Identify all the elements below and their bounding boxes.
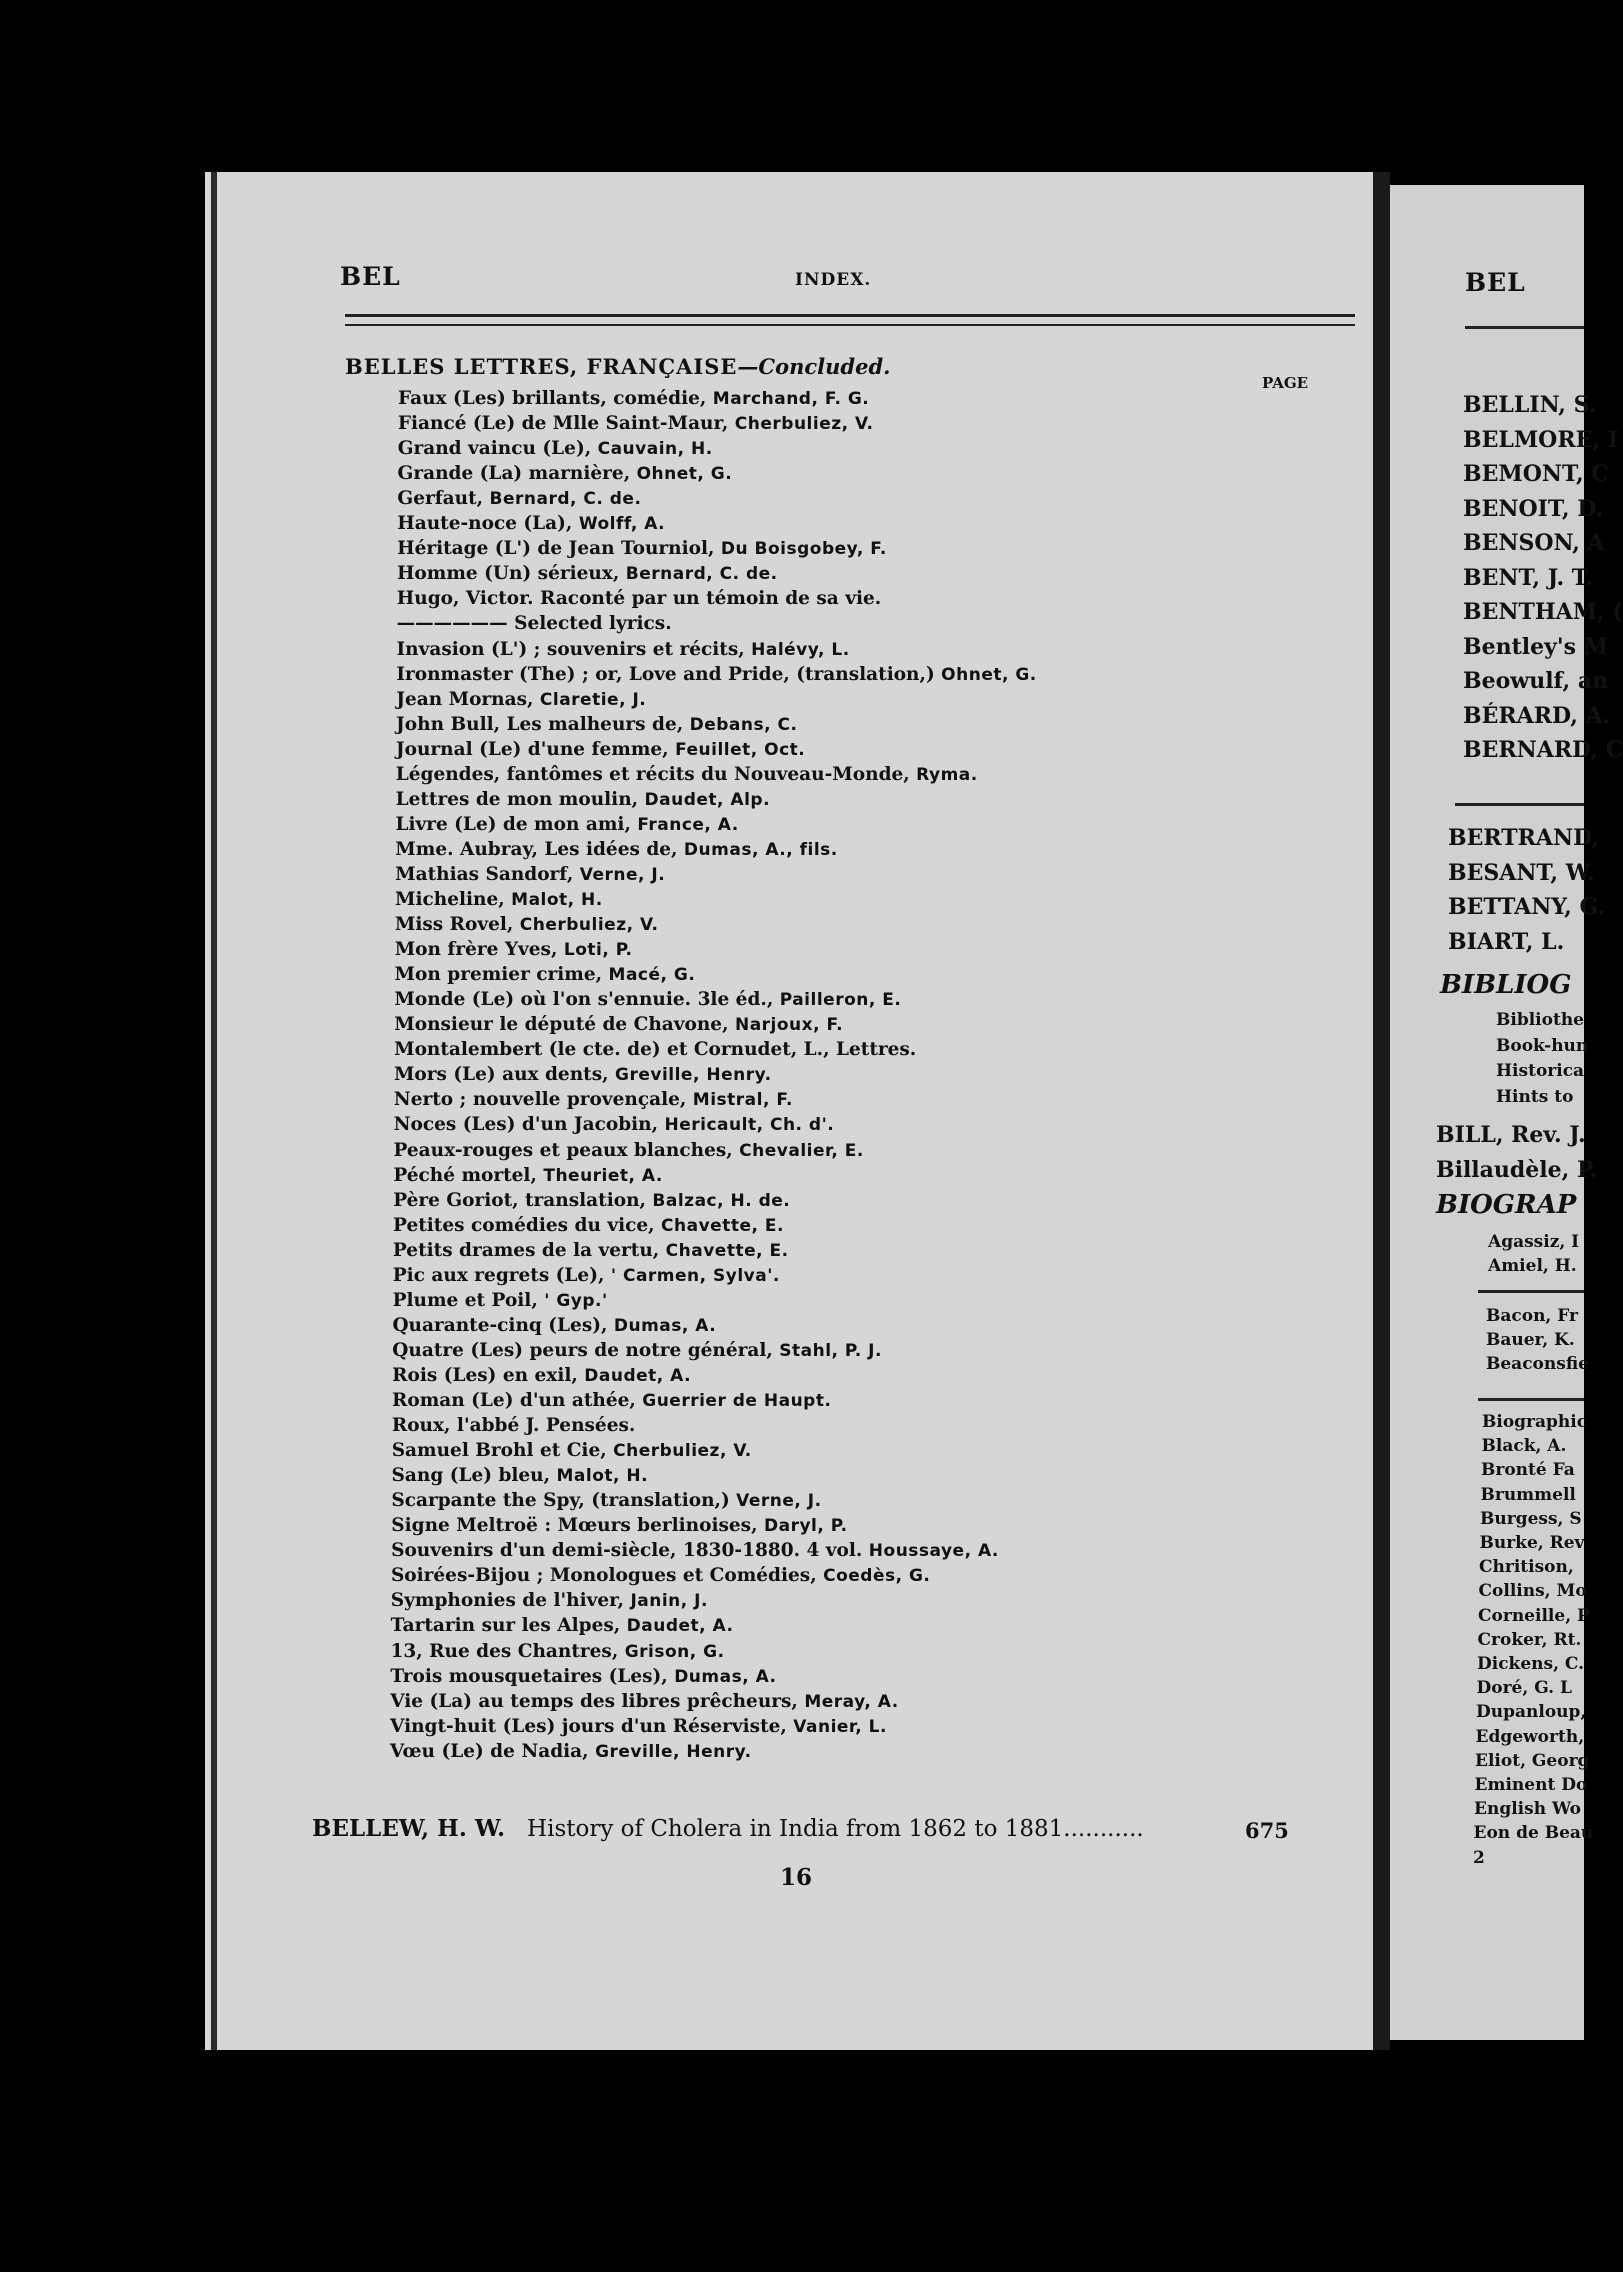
right-rule <box>1455 803 1584 806</box>
entry-title: Lettres de mon moulin, <box>395 788 645 810</box>
index-entry <box>392 1388 831 1414</box>
entry-title: Gerfaut, <box>397 488 490 510</box>
entry-title: 13, Rue des Chantres, <box>390 1640 625 1662</box>
entry-title: Homme (Un) sérieux, <box>396 563 626 585</box>
entry-author: Claretie, J. <box>539 689 647 710</box>
index-entry <box>391 1563 930 1589</box>
entry-title: Miss Rovel, <box>394 914 520 936</box>
index-entry <box>396 712 797 738</box>
right-subentry: Edgeworth, <box>1475 1726 1585 1747</box>
index-entry <box>391 1588 708 1614</box>
entry-author: Janin, J. <box>630 1591 708 1612</box>
entry-title: Trois mousquetaires (Les), <box>390 1665 675 1687</box>
right-entry: BETTANY, G. <box>1448 894 1606 920</box>
index-entry <box>391 1538 999 1564</box>
right-subentry: Chritison, <box>1479 1557 1574 1578</box>
right-subentry: Book-hun <box>1496 1035 1589 1056</box>
signature-mark: 16 <box>780 1864 813 1891</box>
header-rule-top <box>345 314 1355 317</box>
entry-title: Samuel Brohl et Cie, <box>391 1440 614 1462</box>
right-entry: BERNARD, C <box>1463 737 1623 763</box>
index-entry <box>394 1062 772 1088</box>
entry-author: Stahl, P. J. <box>779 1340 882 1361</box>
index-entry <box>394 1037 916 1062</box>
right-subentry: Hints to <box>1496 1086 1574 1107</box>
entry-author: Debans, C. <box>689 714 798 735</box>
right-subentry: Eon de Beau <box>1473 1823 1594 1844</box>
index-entry <box>397 561 778 587</box>
entry-author: Coedès, G. <box>823 1566 931 1587</box>
right-subentry: Bacon, Fr <box>1486 1306 1578 1326</box>
right-entry: BENTHAM, ( <box>1463 599 1623 625</box>
entry-title: Mme. Aubray, Les idées de, <box>395 838 684 860</box>
running-head-center: INDEX. <box>795 270 872 290</box>
entry-title: Ironmaster (The) ; or, Love and Pride, (translation,) <box>396 663 942 685</box>
entry-author: Cherbuliez, V. <box>734 414 874 435</box>
entry-author: Meray, A. <box>804 1691 899 1712</box>
entry-title: Père Goriot, translation, <box>393 1189 653 1211</box>
entry-author: Dumas, A. <box>674 1666 777 1687</box>
right-subentry: Dupanloup, <box>1476 1702 1587 1723</box>
index-entry <box>395 887 603 913</box>
entry-author: Houssaye, A. <box>868 1541 999 1562</box>
entry-author: Wolff, A. <box>578 514 666 535</box>
entry-author: Bernard, C. de. <box>625 564 778 585</box>
right-subentry: Bronté Fa <box>1481 1460 1575 1481</box>
index-entry <box>395 862 665 888</box>
entry-title: Livre (Le) de mon ami, <box>395 813 638 835</box>
entry-author: Macé, G. <box>608 965 696 986</box>
right-subentry: Collins, Mo <box>1478 1581 1587 1602</box>
entry-title: Tartarin sur les Alpes, <box>390 1615 627 1637</box>
bellew-title: History of Cholera in India from 1862 to 1881........... <box>527 1816 1144 1842</box>
page-column-label: PAGE <box>1262 374 1309 392</box>
right-subentry: Historica <box>1496 1061 1585 1081</box>
right-subentry: Corneille, P <box>1478 1605 1590 1626</box>
entry-author: Theuriet, A. <box>543 1165 663 1186</box>
entry-author: Greville, Henry. <box>615 1065 772 1086</box>
entry-title: Vingt-huit (Les) jours d'un Réserviste, <box>390 1715 794 1737</box>
entry-author: Chavette, E. <box>661 1215 784 1236</box>
index-entry <box>391 1639 725 1665</box>
bellew-page: 675 <box>1245 1818 1289 1843</box>
right-subentry: Brummell <box>1480 1484 1576 1505</box>
right-rule <box>1478 1398 1584 1401</box>
entry-author: Cauvain, H. <box>597 439 713 460</box>
entry-author: Loti, P. <box>563 940 633 961</box>
right-subentry: Amiel, H. <box>1488 1256 1577 1276</box>
entry-title: Péché mortel, <box>393 1164 544 1186</box>
entry-title: Faux (Les) brillants, comédie, <box>398 388 713 409</box>
right-subentry: Dickens, C. <box>1477 1654 1585 1674</box>
index-entry <box>397 637 850 663</box>
right-subentry: Burgess, S <box>1480 1508 1582 1529</box>
index-entry <box>395 837 837 863</box>
entry-title: Mors (Le) aux dents, <box>393 1064 615 1086</box>
index-entry <box>397 586 881 611</box>
entry-title: Peaux-rouges et peaux blanches, <box>393 1139 740 1161</box>
entry-author: Feuillet, Oct. <box>675 739 806 760</box>
index-entry <box>391 1613 734 1639</box>
index-entry <box>397 536 887 562</box>
right-subentry: Doré, G. L <box>1476 1678 1572 1699</box>
right-entry: BELLIN, S. <box>1463 392 1597 418</box>
entry-title: Rois (Les) en exil, <box>392 1364 585 1386</box>
entry-title: Sang (Le) bleu, <box>391 1465 557 1487</box>
right-entry: BENOIT, D. <box>1463 495 1604 522</box>
entry-author: Daudet, Alp. <box>644 789 771 810</box>
entry-author: Verne, J. <box>736 1491 822 1512</box>
entry-title: Montalembert (le cte. de) et Cornudet, L., Lettres. <box>394 1039 917 1061</box>
entry-author: Hericault, Ch. d'. <box>664 1115 835 1136</box>
right-subentry: Beaconsfie <box>1486 1354 1589 1374</box>
index-entry <box>398 436 713 462</box>
entry-author: Malot, H. <box>511 890 603 910</box>
entry-title: Invasion (L') ; souvenirs et récits, <box>396 638 752 660</box>
entry-author: Daudet, A. <box>626 1616 734 1637</box>
entry-title: Mon premier crime, <box>394 964 609 986</box>
entry-title: Symphonies de l'hiver, <box>390 1590 631 1612</box>
index-entry <box>398 386 869 412</box>
index-entry <box>393 1288 608 1314</box>
entry-author: Ohnet, G. <box>636 464 733 485</box>
index-entry <box>397 511 665 537</box>
index-entry <box>396 787 770 813</box>
index-entry <box>396 662 1036 688</box>
right-entry: BELMORE, I <box>1463 426 1619 453</box>
section-name: BELLES LETTRES, FRANÇAISE <box>345 354 738 379</box>
right-entry: BENSON, A <box>1463 530 1605 556</box>
index-entry <box>398 411 874 437</box>
entry-title: Héritage (L') de Jean Tourniol, <box>397 538 721 560</box>
entry-title: Jean Mornas, <box>396 688 540 710</box>
index-entry <box>396 762 978 788</box>
entry-author: Chavette, E. <box>665 1240 789 1261</box>
right-header-rule <box>1465 326 1584 329</box>
entry-title: Vœu (Le) de Nadia, <box>389 1740 596 1762</box>
entry-author: Du Boisgobey, F. <box>720 539 887 560</box>
index-entry <box>393 1188 790 1214</box>
entry-title: Fiancé (Le) de Mlle Saint-Maur, <box>397 413 735 435</box>
index-entry <box>392 1313 716 1339</box>
entry-author: Chevalier, E. <box>739 1140 864 1161</box>
entry-title: Petits drames de la vertu, <box>392 1239 666 1261</box>
index-entry <box>391 1488 821 1514</box>
entry-author: Dumas, A., fils. <box>683 839 838 860</box>
entry-author: ' Gyp.' <box>544 1290 608 1311</box>
entry-author: Pailleron, E. <box>779 990 902 1011</box>
index-entry <box>393 1213 784 1239</box>
entry-title: Grand vaincu (Le), <box>397 438 598 460</box>
entry-title: Vie (La) au temps des libres prêcheurs, <box>390 1690 805 1712</box>
entry-author: Cherbuliez, V. <box>519 915 659 936</box>
entry-title: Monsieur le député de Chavone, <box>394 1014 735 1036</box>
index-entry <box>393 1163 663 1189</box>
index-entry <box>397 611 672 636</box>
index-entry <box>391 1513 847 1539</box>
entry-author: Dumas, A. <box>613 1315 717 1336</box>
entry-author: Bernard, C. de. <box>489 489 642 510</box>
index-entry <box>390 1739 752 1765</box>
entry-author: Cherbuliez, V. <box>613 1441 752 1462</box>
entry-author: Vanier, L. <box>793 1716 887 1737</box>
entry-author: Guerrier de Haupt. <box>642 1391 832 1411</box>
entry-title: Signe Meltroë : Mœurs berlinoises, <box>391 1515 764 1537</box>
entry-author: Ryma. <box>916 764 978 785</box>
entry-title: Roux, l'abbé J. Pensées. <box>391 1415 636 1437</box>
entry-title: Légendes, fantômes et récits du Nouveau-Monde, <box>395 763 917 785</box>
entry-title: Quarante-cinq (Les), <box>392 1314 614 1336</box>
right-subentry: Black, A. <box>1481 1436 1567 1457</box>
entry-author: Daryl, P. <box>763 1516 848 1537</box>
entry-title: Noces (Les) d'un Jacobin, <box>393 1114 665 1136</box>
right-subentry: Biographic <box>1482 1412 1588 1432</box>
entry-title: Petites comédies du vice, <box>393 1214 662 1236</box>
index-entry <box>398 461 733 487</box>
entry-author: Greville, Henry. <box>595 1741 752 1762</box>
right-rule <box>1478 1290 1584 1293</box>
entry-title: Plume et Poil, <box>392 1289 545 1311</box>
section-suffix: —Concluded. <box>737 354 891 379</box>
right-entry: BESANT, W. <box>1448 859 1595 886</box>
index-entry <box>392 1413 635 1438</box>
entry-title: Pic aux regrets (Le), <box>392 1264 611 1286</box>
entry-author: Narjoux, F. <box>734 1015 844 1036</box>
entry-title: Nerto ; nouvelle provençale, <box>393 1089 693 1111</box>
entry-author: France, A. <box>637 814 739 835</box>
right-subentry: Croker, Rt. <box>1477 1629 1582 1650</box>
entry-title: Journal (Le) d'une femme, <box>395 738 676 760</box>
right-entry: BEMONT, C <box>1463 461 1609 487</box>
entry-author: Mistral, F. <box>692 1090 793 1111</box>
right-subentry: English Wo <box>1474 1799 1582 1820</box>
entry-author: Daudet, A. <box>584 1365 692 1386</box>
bellew-entry <box>312 1815 1144 1842</box>
entry-author: Grison, G. <box>624 1641 725 1662</box>
entry-title: Mon frère Yves, <box>394 939 564 961</box>
right-subentry: Eminent Do <box>1474 1775 1588 1795</box>
right-subentry: Burke, Rev <box>1479 1533 1585 1553</box>
biograp-heading: BIOGRAP <box>1436 1190 1577 1220</box>
right-entry: Billaudèle, P. <box>1436 1156 1598 1183</box>
index-entry <box>395 962 696 988</box>
entry-title: Scarpante the Spy, (translation,) <box>391 1490 737 1512</box>
index-entry <box>393 1238 789 1264</box>
page-frame-line <box>211 172 217 2050</box>
right-entry: BERTRAND, <box>1448 825 1600 851</box>
header-rule-bottom <box>345 324 1355 326</box>
entry-title: Quatre (Les) peurs de notre général, <box>392 1339 780 1361</box>
entry-title: Hugo, Victor. Raconté par un témoin de sa vie. <box>396 588 882 610</box>
index-entry <box>397 486 641 512</box>
index-entry <box>392 1463 649 1489</box>
entry-author: Malot, H. <box>556 1466 649 1487</box>
entry-author: ' Carmen, Sylva'. <box>610 1265 780 1286</box>
index-entry <box>393 1263 780 1289</box>
entry-title: —————— Selected lyrics. <box>396 613 672 635</box>
right-entry: BÉRARD, A. <box>1463 702 1611 729</box>
section-heading <box>345 354 890 379</box>
right-entry: Bentley's M <box>1463 633 1609 660</box>
right-entry: Beowulf, an <box>1463 668 1609 694</box>
entry-author: Balzac, H. de. <box>652 1190 791 1211</box>
entry-title: Monde (Le) où l'on s'ennuie. 3le éd., <box>394 989 780 1011</box>
entry-title: Haute-noce (La), <box>397 513 579 535</box>
right-subentry: Eliot, Georg <box>1475 1750 1590 1771</box>
index-entry <box>395 812 738 838</box>
entry-title: Souvenirs d'un demi-siècle, 1830-1880. 4 vol. <box>391 1540 869 1562</box>
running-head-right: BEL <box>1465 268 1526 297</box>
index-entry <box>390 1689 899 1715</box>
right-subentry: Agassiz, I <box>1488 1232 1580 1252</box>
index-entry <box>396 737 805 763</box>
entry-author: Verne, J. <box>579 864 666 885</box>
entry-title: Soirées-Bijou ; Monologues et Comédies, <box>390 1565 824 1587</box>
index-entry <box>395 937 633 963</box>
entry-title: Roman (Le) d'un athée, <box>392 1390 643 1411</box>
index-entry <box>390 1664 776 1690</box>
index-entry <box>394 1112 835 1138</box>
index-entry <box>394 1012 843 1038</box>
right-entry: BENT, J. T. <box>1463 564 1593 591</box>
entry-author: Ohnet, G. <box>941 664 1037 685</box>
index-entry <box>392 1363 691 1389</box>
index-entry <box>390 1714 887 1740</box>
index-entry <box>394 1138 864 1164</box>
entry-title: Grande (La) marnière, <box>397 463 637 485</box>
index-entry <box>396 687 646 713</box>
biblio-heading: BIBLIOG <box>1440 970 1572 1000</box>
index-entry <box>395 912 659 938</box>
entry-title: Mathias Sandorf, <box>395 863 580 885</box>
right-subentry: Bauer, K. <box>1486 1330 1575 1350</box>
index-entry <box>392 1438 752 1464</box>
running-head-left: BEL <box>340 262 401 291</box>
right-subentry: Bibliothe <box>1496 1010 1584 1030</box>
index-entry <box>394 1087 793 1113</box>
entry-author: Marchand, F. G. <box>712 389 870 409</box>
book-spine <box>1373 172 1390 2050</box>
entry-author: Halévy, L. <box>751 639 850 660</box>
index-entry <box>394 987 901 1013</box>
entry-title: Micheline, <box>395 889 512 910</box>
bellew-name: BELLEW, H. W. <box>312 1815 506 1842</box>
entry-title: John Bull, Les malheurs de, <box>396 713 690 735</box>
index-entry <box>392 1338 882 1364</box>
right-entry: BILL, Rev. J. <box>1436 1122 1586 1148</box>
right-subentry: 2 <box>1473 1847 1485 1868</box>
right-entry: BIART, L. <box>1448 928 1565 955</box>
